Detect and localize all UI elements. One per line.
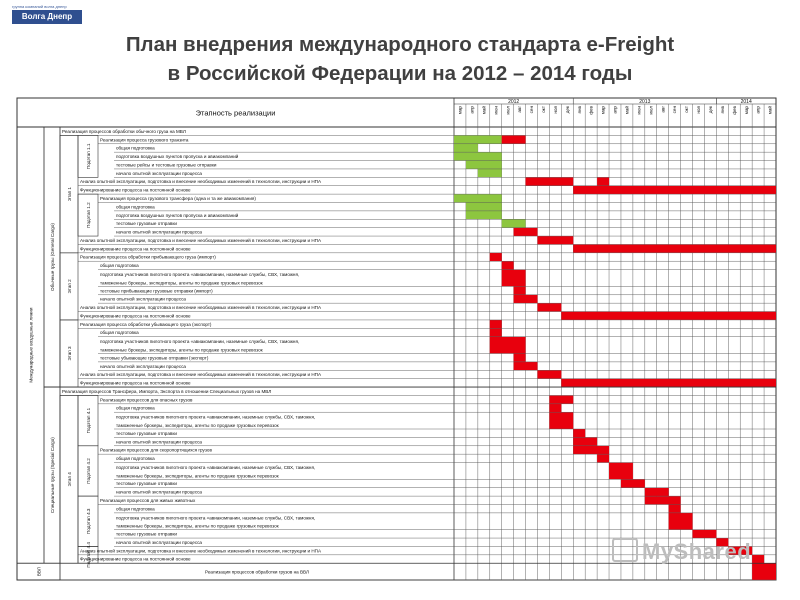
gantt-bar-red — [573, 429, 585, 437]
logo-caption: группа компаний волга днепр — [12, 4, 67, 9]
gantt-bar-red — [752, 555, 764, 563]
row-label: общая подготовка — [116, 456, 155, 462]
row-label: Функционирование процесса на постоянной основе — [80, 556, 191, 562]
group-domestic: ВВЛ — [36, 567, 42, 577]
month-label: фев — [731, 106, 737, 115]
row-label: таможенные брокеры, экспедиторы, агенты по продаже грузовых перевозок — [116, 423, 279, 428]
month-label: апр — [755, 106, 761, 114]
row-label: Реализация процесса обработки убывающего груза (экспорт) — [80, 321, 212, 327]
gantt-bar-red — [645, 496, 681, 504]
row-label: общая подготовка — [116, 204, 155, 210]
row-label: Реализация процессов для опасных грузов — [100, 397, 193, 403]
watermark-text: MyShared — [642, 539, 752, 564]
row-label: подготовка воздушных пунктов пропуска и авиакомпаний — [116, 212, 239, 218]
row-label: тестовые убывающие грузовые отправки (экспорт) — [100, 355, 209, 361]
row-label: начало опытной эксплуатации процесса — [116, 439, 202, 445]
substage-1-1: Подэтап 1.1 — [86, 143, 91, 170]
month-label: май — [767, 106, 773, 115]
gantt-bar-red — [490, 328, 502, 336]
month-label: апр — [469, 106, 475, 114]
gantt-bar-green — [466, 161, 502, 169]
gantt-bar-red — [645, 488, 669, 496]
row-label: подготовка участников пилотного проекта «авиакомпании, наземные службы, СВХ, таможня, — [100, 272, 300, 277]
substage-4-2: Подэтап 4.2 — [86, 458, 91, 484]
row-label: тестовые грузовые отправки — [116, 531, 177, 537]
gantt-bar-red — [573, 437, 597, 445]
row-label: Функционирование процесса на постоянной основе — [80, 246, 191, 252]
row-label: начало опытной эксплуатации процесса — [116, 170, 202, 176]
stage-2: Этап 2 — [67, 279, 72, 294]
gantt-bar-red — [537, 236, 573, 244]
month-label: окт — [684, 106, 690, 113]
row-label: Реализация процессов обработки грузов на ВВЛ — [204, 569, 310, 575]
row-label: подготовка воздушных пунктов пропуска и авиакомпаний — [116, 154, 239, 160]
row-label: Реализация процессов для скоропортящихся грузов — [100, 447, 212, 453]
month-label: дек — [564, 106, 570, 114]
gantt-bar-red — [490, 320, 502, 328]
substage-1-2: Подэтап 1.2 — [86, 202, 91, 228]
substage-4-1: Подэтап 4.1 — [86, 407, 91, 434]
month-label: мар — [743, 106, 749, 115]
month-label: мар — [457, 106, 463, 115]
gantt-bar-red — [502, 261, 514, 269]
month-label: апр — [612, 106, 618, 114]
gantt-bar-red — [693, 530, 717, 538]
row-label: таможенные брокеры, экспедиторы, агенты по продаже грузовых перевозок — [100, 347, 263, 353]
row-label: общая подготовка — [100, 263, 139, 269]
row-label: Реализация процессов обработки обычного груза на МВЛ — [62, 128, 186, 134]
row-label: подготовка участников пилотного проекта «авиакомпании, наземные службы, СВХ, таможня, — [100, 339, 300, 345]
gantt-bar-red — [526, 177, 574, 185]
year-label: 2012 — [508, 99, 520, 105]
gantt-bar-red — [502, 270, 526, 287]
row-label: Анализ опытной эксплуатации, подготовка и внесение необходимых изменений в технологии, инструкции и НПА — [80, 179, 322, 185]
row-label: общая подготовка — [116, 145, 155, 151]
gantt-bar-red — [621, 479, 645, 487]
gantt-bar-green — [454, 144, 478, 152]
year-label: 2013 — [639, 99, 651, 105]
row-label: Анализ опытной эксплуатации, подготовка и внесение необходимых изменений в технологии, инструкции и НПА — [80, 372, 322, 378]
group-general: Обычные грузы (General Cargo) — [50, 223, 55, 291]
gantt-bar-red — [573, 446, 609, 454]
gantt-bar-red — [573, 244, 776, 252]
gantt-bar-red — [573, 186, 776, 194]
title-line-1: План внедрения международного стандарта e-Freight — [125, 33, 675, 56]
watermark — [612, 538, 751, 565]
month-label: авг — [517, 106, 523, 113]
month-label: ноя — [552, 106, 558, 114]
month-label: окт — [541, 106, 547, 113]
gantt-bar-red — [549, 395, 573, 403]
month-label: июл — [505, 106, 511, 115]
row-label: Реализация процесса обработки прибывающего груза (импорт) — [80, 254, 216, 260]
presentation-icon — [612, 538, 638, 562]
row-label: тестовые грузовые отправки — [116, 221, 177, 227]
row-label: начало опытной эксплуатации процесса — [100, 296, 186, 302]
stage-3: Этап 3 — [67, 346, 72, 361]
row-label: Реализация процессов для живых животных — [100, 498, 196, 504]
month-label: фев — [588, 106, 594, 115]
month-label: ноя — [696, 106, 702, 114]
gantt-bar-red — [514, 228, 538, 236]
gantt-bar-red — [561, 312, 776, 320]
gantt-bar-red — [490, 337, 526, 354]
gantt-bar-green — [454, 194, 502, 202]
row-label: общая подготовка — [100, 330, 139, 336]
month-label: май — [481, 106, 487, 115]
group-main: Международные воздушные линии — [28, 307, 34, 383]
row-label: начало опытной эксплуатации процесса — [116, 539, 202, 545]
logo-box: Волга Днепр — [12, 10, 82, 24]
row-label: общая подготовка — [116, 405, 155, 411]
gantt-bar-red — [609, 463, 633, 480]
row-label: подготовка участников пилотного проекта «авиакомпании, наземные службы, СВХ, таможня, — [116, 464, 316, 470]
month-label: янв — [576, 106, 582, 114]
stage-4: Этап 4 — [67, 472, 72, 487]
row-label: Функционирование процесса на постоянной основе — [80, 313, 191, 319]
gantt-bar-red — [537, 303, 561, 311]
substage-4-3: Подэтап 4.3 — [86, 508, 91, 535]
row-label: Анализ опытной эксплуатации, подготовка и внесение необходимых изменений в технологии, инструкции и НПА — [80, 237, 322, 243]
substage-4-4: Подэтап 4.4 — [86, 542, 91, 568]
gantt-bar-green — [502, 219, 526, 227]
gantt-bar-green — [466, 211, 502, 219]
row-label: Функционирование процесса на постоянной основе — [80, 187, 191, 193]
gantt-bar-green — [454, 135, 502, 143]
gantt-bar-red — [537, 370, 561, 378]
gantt-bar-red — [597, 177, 609, 185]
row-label: тестовые грузовые отправки — [116, 430, 177, 436]
month-label: авг — [660, 106, 666, 113]
gantt-bar-red — [514, 362, 538, 370]
month-label: янв — [719, 106, 725, 114]
row-label: тестовые рейсы и тестовые грузовые отправки — [116, 162, 217, 168]
month-label: дек — [708, 106, 714, 114]
month-label: сен — [672, 106, 678, 114]
month-label: июн — [636, 106, 642, 115]
row-label: Реализация процесса грузового транзита — [100, 137, 189, 143]
gantt-bar-red — [549, 404, 561, 412]
gantt-bar-red — [752, 563, 776, 580]
gantt-bar-red — [549, 412, 573, 429]
title-line-2: в Российской Федерации на 2012 – 2014 годы — [167, 62, 633, 85]
row-label: подготовка участников пилотного проекта «авиакомпании, наземные службы, СВХ, таможня, — [116, 414, 316, 420]
year-label: 2014 — [740, 99, 752, 105]
gantt-bar-red — [669, 513, 693, 530]
gantt-bar-red — [669, 505, 681, 513]
row-label: Анализ опытной эксплуатации, подготовка и внесение необходимых изменений в технологии, инструкции и НПА — [80, 305, 322, 311]
month-label: июн — [493, 106, 499, 115]
month-label: сен — [529, 106, 535, 114]
stage-1: Этап 1 — [67, 186, 72, 202]
gantt-bar-green — [466, 203, 502, 211]
row-label: таможенные брокеры, экспедиторы, агенты по продаже грузовых перевозок — [116, 473, 279, 479]
row-label: Реализация процессов Трансфера, Импорта, Экспорта в отношении Специальных грузов на МВЛ — [62, 388, 272, 394]
gantt-bar-red — [561, 379, 776, 387]
gantt-bar-red — [502, 135, 526, 143]
gantt-bar-red — [490, 253, 502, 261]
group-special: Специальные грузы (Special Cargo) — [50, 437, 55, 514]
row-label: таможенные брокеры, экспедиторы, агенты по продаже грузовых перевозок — [100, 280, 263, 286]
row-label: тестовые прибывающие грузовые отправки (импорт) — [100, 288, 213, 294]
month-label: май — [624, 106, 630, 115]
row-label: подготовка участников пилотного проекта «авиакомпании, наземные службы, СВХ, таможня, — [116, 515, 316, 521]
gantt-bar-red — [514, 354, 526, 362]
row-label: Функционирование процесса на постоянной основе — [80, 380, 191, 386]
row-label: общая подготовка — [116, 506, 155, 512]
stage-label: Этапность реализации — [195, 108, 276, 118]
row-label: начало опытной эксплуатации процесса — [100, 363, 186, 369]
row-label: тестовые грузовые отправки — [116, 481, 177, 487]
row-label: таможенные брокеры, экспедиторы, агенты по продаже грузовых перевозок — [116, 523, 279, 529]
gantt-bar-green — [478, 169, 502, 177]
gantt-bar-red — [514, 295, 538, 303]
row-label: Реализация процесса грузового трансфера (одна и та же авиакомпания) — [100, 196, 256, 202]
gantt-bar-red — [514, 286, 526, 294]
month-label: мар — [600, 106, 606, 115]
gantt-bar-green — [454, 152, 502, 160]
gantt-bar-red — [597, 454, 609, 462]
row-label: начало опытной эксплуатации процесса — [116, 229, 202, 235]
row-label: Анализ опытной эксплуатации, подготовка и внесение необходимых изменений в технологии, инструкции и НПА — [80, 548, 322, 554]
month-label: июл — [648, 106, 654, 115]
row-label: начало опытной эксплуатации процесса — [116, 489, 202, 495]
